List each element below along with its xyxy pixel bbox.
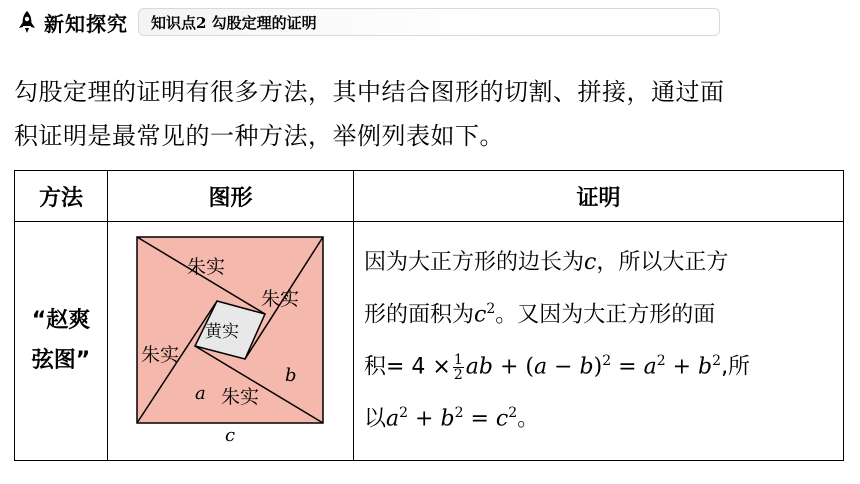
table-row [15,222,844,461]
section-title: 新知探究 [44,11,128,36]
figure-cell [108,222,354,461]
section-header [16,6,720,38]
exponent: 2 [712,352,722,369]
label-right: 朱实 [260,288,299,310]
intro-paragraph [14,70,850,158]
proof-text: 因为大正方形的边长为 [364,249,585,275]
label-top: 朱实 [186,256,225,278]
table-header-row [15,171,844,222]
rocket-icon [16,10,38,34]
math-op: − [547,354,580,380]
exponent: 2 [602,352,612,369]
proof-line-1 [364,240,833,286]
method-name-line-2: 弦图” [31,348,91,373]
proof-table [14,170,844,461]
method-name-line-1: “赵爽 [31,308,91,333]
var-b: b [284,365,297,386]
intro-line-2: 积证明是最常见的一种方法，举例列表如下。 [14,122,504,150]
proof-text: 形的面积为 [364,301,475,327]
proof-cell [354,222,844,461]
math-op: + [408,406,441,432]
math-c: c [584,249,597,275]
proof-text: 。 [517,406,540,432]
proof-line-3 [364,338,833,390]
exponent: 2 [508,405,518,422]
label-center: 黄实 [204,322,239,342]
zhao-shuang-diagram [125,231,337,447]
exponent: 2 [656,352,666,369]
math-a: a [643,354,657,380]
fraction-half [453,353,464,382]
proof-line-2 [364,286,833,338]
topic-tag-text: 知识点2 勾股定理的证明 [151,13,317,32]
label-bottom: 朱实 [220,386,259,408]
math-a: a [386,406,400,432]
math-b: b [440,406,455,432]
exponent: 2 [454,405,464,422]
label-left: 朱实 [140,344,179,366]
math-ab: ab [465,354,493,380]
math-op: + ( [492,354,534,380]
topic-tag [138,8,720,36]
math-c: c [474,301,487,327]
proof-text: ,所 [721,354,751,380]
math-op: ) [593,354,603,380]
fraction-denominator: 2 [453,366,463,383]
exponent: 2 [399,405,409,422]
math-a: a [534,354,548,380]
math-op: + [665,354,699,380]
proof-text: 积= 4 × [364,354,451,380]
math-c: c [495,406,509,432]
math-b: b [698,354,713,380]
proof-text: 。又因为大正方形的面 [495,301,716,327]
proof-text: ，所以大正方 [596,249,729,275]
fraction-numerator: 1 [453,351,463,368]
exponent: 2 [486,300,496,317]
header-proof: 证明 [354,171,844,222]
proof-text: 以 [364,406,387,432]
math-b: b [579,354,594,380]
var-c: c [224,425,235,446]
proof-line-4 [364,390,833,442]
header-method: 方法 [15,171,108,222]
header-figure: 图形 [108,171,354,222]
method-cell [15,222,108,461]
math-op: = [611,354,644,380]
math-op: = [463,406,496,432]
var-a: a [194,383,206,404]
intro-line-1: 勾股定理的证明有很多方法，其中结合图形的切割、拼接，通过面 [14,78,725,106]
